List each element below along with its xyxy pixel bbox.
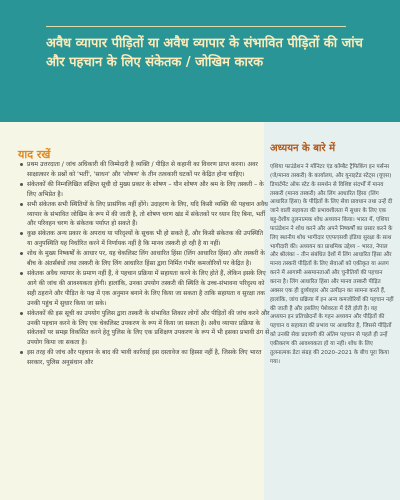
remember-list [12,160,270,368]
remember-point: शोध के मुख्य निष्कर्षों के आधार पर, यह चेकलिस्ट लिंग आधारित हिंसा (लिंग आधारित हिंसा) और तस्करी के बीच के अंतर्संबंधों तथा तस्करी के लिए लिंग आधारित हिंसा द्वारा निर्मित गंभीर कमजोरियों पर केंद्रित है। [20,249,270,269]
remember-point: कुछ संकेतक अन्य प्रकार के अपराध या परिदृश्यों के सूचक भी हो सकते हैं, और किसी संकेतक की उपस्थिति या अनुपस्थिति यह निर्धारित करने में निर्णायक नहीं है कि मानव तस्करी हो रही है या नहीं। [20,229,270,249]
page-title: अवैध व्यापार पीड़ितों या अवैध व्यापार के संभावित पीड़ितों की जांच और पहचान के लिए संकेतक / जोखिम कारक [46,36,363,70]
remember-point: संकेतकों की निम्नलिखित संक्षिप्त सूची दो मुख्य प्रकार के शोषण – यौन शोषण और श्रम के लिए तस्करी – के लिए अभिप्रेत है। [20,180,270,200]
about-study-heading: अध्ययन के बारे में [270,143,336,154]
remember-point: इस तरह की जांच और पहचान के बाद की भावी कार्रवाई इस दस्तावेज का हिस्सा नहीं है, जिसके लिए भारत सरकार, पुलिस अनुसंधान और [20,348,270,368]
about-study-text: एशिया फाउंडेशन ने मॉनिटर एंड कॉम्बैट ट्रैफिकिंग इन पर्सन्स (जे/मानव तस्करी) के कार्यालय, और यूनाइटेड स्टेट्स (यूएस) डिपार्टमेंट ऑफ स्टेट के समर्थन से विशिष्ट संदर्भों में मानव तस्करी (मानव तस्करी) और लिंग आधारित हिंसा (लिंग आधारित हिंसा) के पीड़ितों के लिए सेवा प्रावधान तथा उन्हें दी जाने वाली सहायता की प्रभावशीलता में सुधार के लिए एक बहु-देशीय तुलनात्मक शोध अध्ययन किया। भारत में, एशिया फाउंडेशन ने शोध करने और अपने निष्कर्षों का प्रसार करने के लिए स्थानीय शोध भागीदार एएफएसवी इंडिया सुरक्षा के साथ भागीदारी की। अध्ययन का प्राथमिक उद्देश्य – भारत, नेपाल और श्रीलंका – तीन संबंधित देशों में लिंग आधारित हिंसा और मानव तस्करी पीड़ितों के लिए सेवाओं को एकीकृत या अलग करने में आगामी असमानताओं और चुनौतियों की पहचान करना है। लिंग आधारित हिंसा और मानव तस्करी पीड़ित अक्सर एक ही दुर्व्यवहार और उत्पीड़न का सामना करते हैं, हालांकि, जांच प्रक्रिया में इन अन्य कमजोरियों की पहचान नहीं की जाती है और इसलिए पेशेवरता में देरी होती है। यह अध्ययन इन प्रतिच्छेदनों के गहन अध्ययन और पीड़ितों की पहचान व सहायता की प्रभाव पर आधारित है, जिससे पीड़ितों को उनकी सेवा प्रदायगी की अंतिम पहचान से पहले ही उन्हें एकीकरण की आवश्यकता हो या नहीं। शोध के लिए तुलनात्मक डेटा संग्रह की 2020–2021 के बीच पूरा किया गया। [270,164,394,365]
remember-point: प्रथम उत्तरदाता / जांच अधिकारी की जिम्मेदारी है व्यक्ति / पीड़ित से कहानी का विवरण प्राप्त करना। अवर साक्षात्कार के प्रश्नों को 'भर्ती', 'साधन' और 'शोषण' के तीन तत्वकारी घटकों पर केंद्रित होना चाहिए। [20,160,270,180]
remember-point: संकेतक अवैध व्यापार के प्रमाण नहीं हैं, वे पहचान प्रक्रिया में सहायता करने के लिए होते हैं, लेकिन इसके लिए आगे की जांच की आवश्यकता होगी। हालांकि, उनका उपयोग तस्करी की स्थिति के उच्च-संभावना परिदृश्य को सही ठहराने और पीड़ित के पक्ष में एक अनुमान बनाने के लिए किया जा सकता है ताकि सहायता व सुरक्षा तक उनकी पहुंच में सुधार किया जा सके। [20,269,270,309]
remember-point: सभी संकेतक सभी स्थितियों के लिए प्रासंगिक नहीं होंगे। उदाहरण के लिए, यदि किसी व्यक्ति की पहचान अवैध व्यापार के संभावित जोखिम के रूप में की जाती है, तो शोषण चरण खंड में संकेतकों पर ध्यान दिए बिना, भर्ती और परिवहन चरण के संकेतक पर्याप्त हो सकते हैं। [20,200,270,230]
header-divider [46,26,346,27]
header-banner [0,0,400,122]
remember-point: संकेतकों की इस सूची का उपयोग पुलिस द्वारा तस्करी के संभावित शिकार लोगों और पीड़ितों की जांच करने और उनकी पहचान करने के लिए एक चेकलिस्ट उपकरण के रूप में किया जा सकता है। अवैध व्यापार प्रक्रिया के संकेतकों पर समझ विकसित करने हेतु पुलिस के लिए एक प्रशिक्षण उपकरण के रूप में भी इसका प्रभावी ढंग से उपयोग किया जा सकता है। [20,309,270,349]
remember-heading: याद रखें [18,148,51,161]
